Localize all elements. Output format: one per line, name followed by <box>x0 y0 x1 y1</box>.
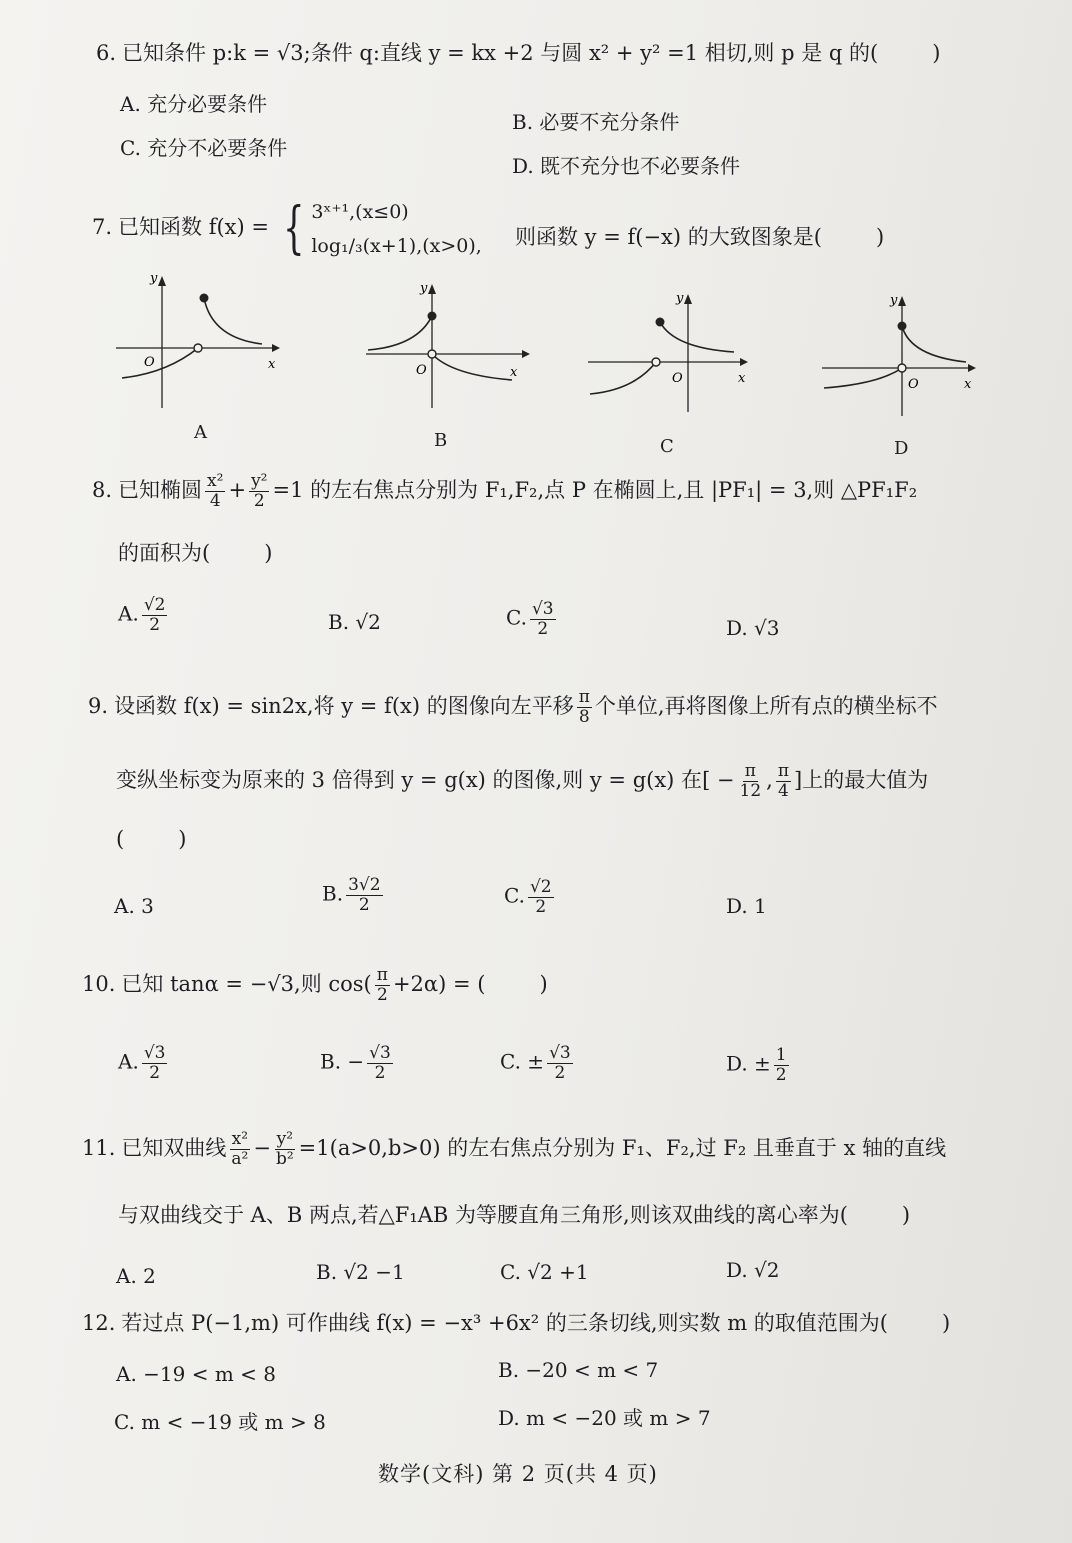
question-11-text: 已知双曲线 <box>121 1136 227 1160</box>
open-dot <box>428 350 436 358</box>
question-10-text-2: +2α) = ( <box>392 972 486 996</box>
q11-option-b: B. √2 −1 <box>316 1260 405 1284</box>
graph-c-label: C <box>660 436 674 457</box>
q9-option-a: A. 3 <box>114 894 154 918</box>
closed-dot <box>898 322 907 331</box>
answer-paren-open: ( <box>116 827 125 851</box>
curve-left <box>824 368 902 388</box>
q9-option-d: D. 1 <box>726 894 767 918</box>
question-7-stem <box>92 190 482 264</box>
interval-right <box>776 762 791 800</box>
denominator: 2 <box>253 491 265 511</box>
question-8-stem <box>92 468 917 512</box>
case-1: 3ˣ⁺¹,(x≤0) <box>311 200 409 223</box>
answer-paren: ) <box>942 1311 951 1335</box>
hyperbola-term-2 <box>274 1130 296 1168</box>
numerator: √3 <box>143 1043 166 1063</box>
q8-option-c <box>506 600 559 638</box>
q11-option-a: A. 2 <box>116 1264 156 1288</box>
question-9-text-4: 上的最大值为 <box>802 768 929 792</box>
denominator: 2 <box>554 1062 566 1083</box>
option-label: C. ± <box>500 1049 545 1074</box>
option-fraction <box>142 596 168 634</box>
question-8-text-2: 的左右焦点分别为 F₁,F₂,点 P 在椭圆上,且 |PF₁| = 3,则 △PF₁F₂ <box>310 478 918 502</box>
answer-paren-close: ) <box>178 827 187 851</box>
numerator: √3 <box>369 1043 391 1063</box>
q11-option-d: D. √2 <box>726 1258 780 1282</box>
answer-paren: ) <box>539 972 548 996</box>
question-9-paren <box>116 824 186 854</box>
question-8-text: 已知椭圆 <box>118 478 203 502</box>
y-label: y <box>150 271 158 286</box>
piecewise-cases <box>311 195 482 263</box>
q8-option-a <box>118 596 170 634</box>
q6-option-b: B. 必要不充分条件 <box>512 110 680 134</box>
q12-option-b: B. −20 < m < 7 <box>498 1358 659 1382</box>
question-10-stem <box>82 962 548 1006</box>
ellipse-term-2 <box>249 472 269 510</box>
curve-left <box>368 316 432 350</box>
numerator: √2 <box>143 595 166 615</box>
q10-option-d <box>726 1046 792 1084</box>
option-fraction <box>142 1044 168 1082</box>
question-9-text-2: 个单位,再将图像上所有点的横坐标不 <box>594 694 938 718</box>
question-11-stem <box>82 1126 946 1170</box>
question-7-text: 已知函数 f(x) = <box>118 215 269 239</box>
open-dot <box>898 364 906 372</box>
q6-option-a: A. 充分必要条件 <box>120 92 268 116</box>
q10-option-b <box>320 1044 396 1082</box>
option-fraction <box>774 1046 789 1084</box>
q12-option-a: A. −19 < m < 8 <box>116 1362 276 1386</box>
option-label: D. ± <box>726 1051 771 1076</box>
answer-paren: ) <box>901 1203 911 1227</box>
graph-a <box>112 268 288 418</box>
option-label: B. − <box>320 1049 365 1074</box>
option-fraction <box>367 1044 393 1082</box>
question-number: 11. <box>82 1136 116 1160</box>
numerator: x² <box>231 1129 249 1150</box>
question-number: 12. <box>82 1311 116 1335</box>
x-label: x <box>738 371 746 386</box>
question-11-text-3: 与双曲线交于 A、B 两点,若△F₁AB 为等腰直角三角形,则该双曲线的离心率为( <box>118 1203 848 1227</box>
answer-paren: ) <box>932 41 941 65</box>
denominator: 2 <box>535 896 547 917</box>
origin-label: O <box>672 371 683 386</box>
q8-option-d: D. √3 <box>726 616 780 640</box>
option-fraction <box>346 876 382 914</box>
angle-fraction <box>375 966 390 1004</box>
option-label: A. <box>118 1049 139 1074</box>
question-7-stem-tail <box>515 222 884 252</box>
question-11-stem-line2 <box>118 1200 910 1230</box>
q8-option-b: B. √2 <box>328 610 381 634</box>
equals-one: =1 <box>272 478 304 502</box>
graph-b <box>362 280 538 420</box>
open-dot <box>652 358 660 366</box>
y-axis-arrow <box>428 284 436 294</box>
open-dot <box>194 344 202 352</box>
graph-d <box>818 292 994 422</box>
question-number: 7. <box>92 215 113 239</box>
graph-a-label: A <box>194 422 207 443</box>
denominator: 2 <box>358 894 370 915</box>
numerator: π <box>744 761 756 782</box>
numerator: y² <box>276 1129 294 1150</box>
denominator: 2 <box>149 614 161 635</box>
question-number: 6. <box>96 41 117 65</box>
question-8-stem-line2 <box>118 538 272 568</box>
option-fraction <box>528 878 554 916</box>
x-axis-arrow <box>272 344 280 352</box>
denominator: 2 <box>775 1064 787 1085</box>
y-label: y <box>676 291 684 306</box>
answer-paren: ) <box>264 541 273 565</box>
denominator: 4 <box>209 491 221 511</box>
x-label: x <box>510 365 518 380</box>
x-axis-arrow <box>740 358 748 366</box>
option-fraction <box>547 1044 573 1082</box>
origin-label: O <box>416 363 427 378</box>
shift-fraction <box>577 688 592 726</box>
q10-option-a <box>118 1044 170 1082</box>
page-footer: 数学(文科) 第 2 页(共 4 页) <box>378 1462 658 1486</box>
question-7-text-tail: 则函数 y = f(−x) 的大致图象是( <box>515 225 822 249</box>
curve-right <box>432 354 512 380</box>
graph-c <box>584 290 760 420</box>
denominator: 2 <box>537 618 549 639</box>
option-label: B. <box>322 881 344 906</box>
y-label: y <box>890 293 898 308</box>
denominator: a² <box>231 1149 249 1169</box>
numerator: √2 <box>529 877 552 897</box>
plus-sign: + <box>228 478 247 502</box>
denominator: 2 <box>376 985 388 1005</box>
closed-dot <box>428 312 437 321</box>
interval-close: ] <box>794 768 803 792</box>
q6-option-c: C. 充分不必要条件 <box>120 136 288 160</box>
closed-dot <box>200 294 209 303</box>
numerator: √3 <box>549 1043 571 1063</box>
denominator: b² <box>275 1149 294 1169</box>
numerator: π <box>578 687 590 708</box>
answer-paren: ) <box>875 225 885 249</box>
option-label: C. <box>504 883 525 908</box>
origin-label: O <box>144 355 155 370</box>
curve-right <box>204 298 262 344</box>
graph-b-label: B <box>434 430 448 451</box>
question-12-text: 若过点 P(−1,m) 可作曲线 f(x) = −x³ +6x² 的三条切线,则实数 m 的取值范围为( <box>121 1311 888 1335</box>
question-number: 10. <box>82 972 116 996</box>
curve-left <box>122 348 198 378</box>
q11-option-c: C. √2 +1 <box>500 1260 589 1284</box>
y-axis-arrow <box>898 296 906 306</box>
numerator: y² <box>251 471 268 492</box>
case-2: log₁/₃(x+1),(x>0), <box>311 234 482 257</box>
closed-dot <box>656 318 665 327</box>
origin-label: O <box>908 377 919 392</box>
ellipse-term-1 <box>205 472 225 510</box>
numerator: √3 <box>531 599 554 619</box>
q12-option-d: D. m < −20 或 m > 7 <box>498 1406 711 1430</box>
q9-option-b <box>322 876 386 914</box>
interval-open: [ − <box>702 768 735 792</box>
question-9-stem-line2 <box>116 756 928 804</box>
y-axis-arrow <box>684 294 692 304</box>
q12-option-c: C. m < −19 或 m > 8 <box>114 1410 326 1434</box>
question-number: 9. <box>88 694 109 718</box>
question-9-stem <box>88 682 938 730</box>
question-12-stem <box>82 1308 950 1338</box>
x-label: x <box>268 357 276 372</box>
denominator: 2 <box>149 1062 161 1083</box>
denominator: 8 <box>578 707 590 727</box>
curve-left <box>590 362 656 394</box>
curve-right <box>660 322 734 352</box>
q9-option-c <box>504 878 557 916</box>
denominator: 4 <box>778 781 789 801</box>
piecewise-brace: { <box>282 195 305 261</box>
option-label: A. <box>118 601 139 626</box>
question-9-text-3: 变纵坐标变为原来的 3 倍得到 y = g(x) 的图像,则 y = g(x) 在 <box>116 768 703 792</box>
question-9-text: 设函数 f(x) = sin2x,将 y = f(x) 的图像向左平移 <box>114 694 574 718</box>
question-11-text-2: =1(a>0,b>0) 的左右焦点分别为 F₁、F₂,过 F₂ 且垂直于 x 轴的直线 <box>298 1136 947 1160</box>
numerator: 3√2 <box>348 875 381 895</box>
q6-option-d: D. 既不充分也不必要条件 <box>512 154 741 178</box>
y-axis-arrow <box>158 276 166 286</box>
option-label: C. <box>506 605 527 630</box>
question-number: 8. <box>92 478 113 502</box>
q10-option-c <box>500 1044 576 1082</box>
numerator: π <box>777 761 790 782</box>
question-8-text-3: 的面积为( <box>118 541 211 565</box>
minus-sign: − <box>253 1136 271 1160</box>
question-10-text: 已知 tanα = −√3,则 cos( <box>121 972 372 996</box>
graph-d-label: D <box>894 438 909 459</box>
denominator: 2 <box>374 1062 386 1083</box>
interval-comma: , <box>766 768 773 792</box>
y-label: y <box>420 281 428 296</box>
numerator: 1 <box>775 1045 787 1065</box>
question-6-text: 已知条件 p:k = √3;条件 q:直线 y = kx +2 与圆 x² + y² =1 相切,则 p 是 q 的( <box>122 41 879 65</box>
x-label: x <box>964 377 972 392</box>
option-fraction <box>530 600 556 638</box>
numerator: π <box>376 965 388 986</box>
x-axis-arrow <box>968 364 976 372</box>
hyperbola-term-1 <box>229 1130 250 1168</box>
x-axis-arrow <box>522 350 530 358</box>
curve-right <box>902 326 966 362</box>
denominator: 12 <box>739 781 762 801</box>
question-6-stem <box>96 38 940 68</box>
numerator: x² <box>207 471 224 492</box>
interval-left <box>738 762 764 800</box>
